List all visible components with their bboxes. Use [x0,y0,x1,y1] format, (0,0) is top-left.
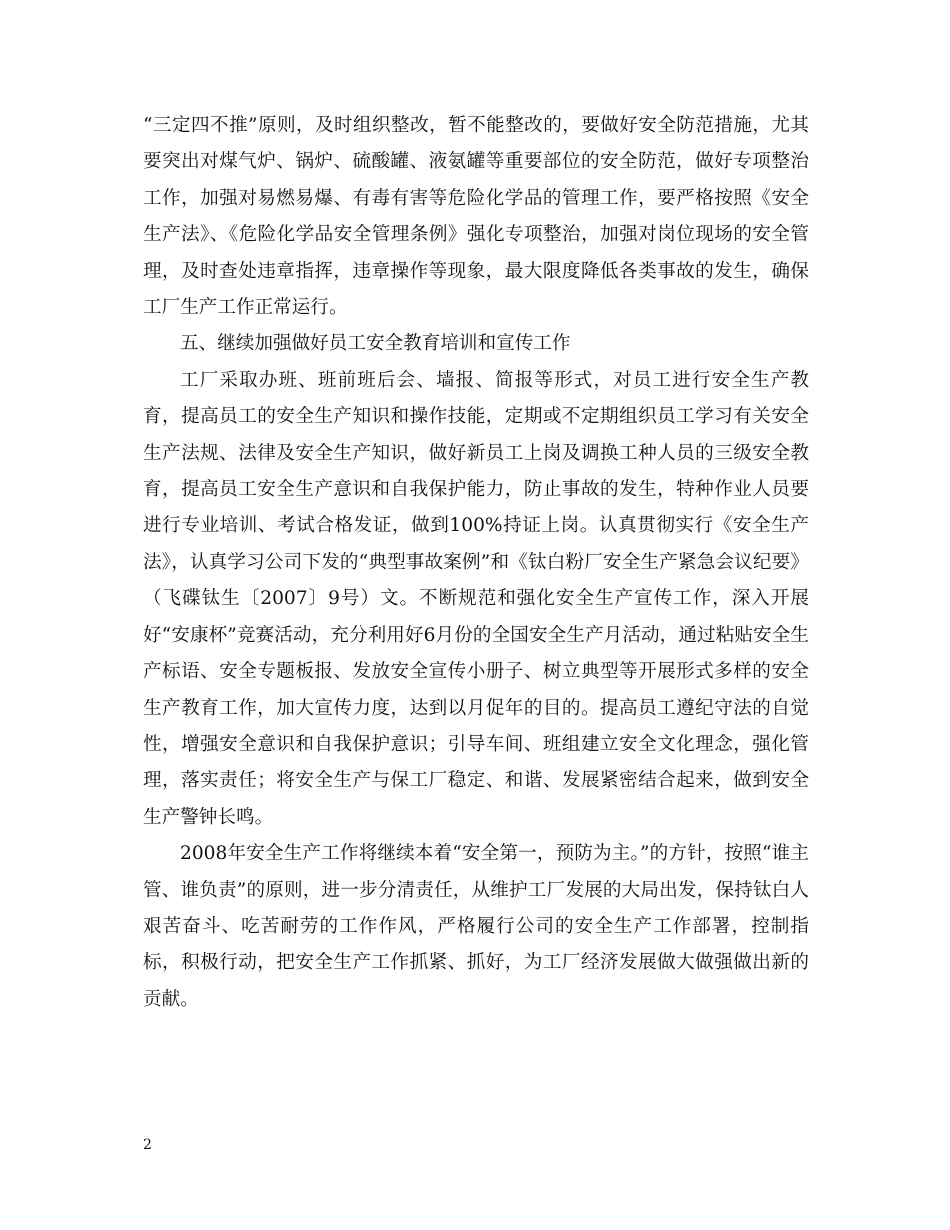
paragraph-safety-training: 工厂采取办班、班前班后会、墙报、简报等形式，对员工进行安全生产教育，提高员工的安全生产知识和操作技能，定期或不定期组织员工学习有关安全生产法规、法律及安全生产知识，做好新员工上岗及调换工种人员的三级安全教育，提高员工安全生产意识和自我保护能力，防止事故的发生，特种作业人员要进行专业培训、考试合格发证，做到100%持证上岗。认真贯彻实行《安全生产法》，认真学习公司下发的“典型事故案例”和《钛白粉厂安全生产紧急会议纪要》（飞碟钛生〔2007〕9号）文。不断规范和强化安全生产宣传工作，深入开展好“安康杯”竞赛活动，充分利用好6月份的全国安全生产月活动，通过粘贴安全生产标语、安全专题板报、发放安全宣传小册子、树立典型等开展形式多样的安全生产教育工作，加大宣传力度，达到以月促年的目的。提高员工遵纪守法的自觉性，增强安全意识和自我保护意识；引导车间、班组建立安全文化理念，强化管理，落实责任；将安全生产与保工厂稳定、和谐、发展紧密结合起来，做到安全生产警钟长鸣。 [143,369,809,828]
page-content [143,108,809,1018]
page-number: 2 [143,1137,152,1153]
paragraph-2008-safety-plan: 2008年安全生产工作将继续本着“安全第一，预防为主。”的方针，按照“谁主管、谁负责”的原则，进一步分清责任，从维护工厂发展的大局出发，保持钛白人艰苦奋斗、吃苦耐劳的工作作风，严格履行公司的安全生产工作部署，控制指标，积极行动，把安全生产工作抓紧、抓好，为工厂经济发展做大做强做出新的贡献。 [143,843,809,1010]
section-heading-five: 五、继续加强做好员工安全教育培训和宣传工作 [180,333,571,355]
paragraph-continued-safety-rectification: “三定四不推”原则，及时组织整改，暂不能整改的，要做好安全防范措施，尤其要突出对煤气炉、锅炉、硫酸罐、液氨罐等重要部位的安全防范，做好专项整治工作，加强对易燃易爆、有毒有害等危险化学品的管理工作，要严格按照《安全生产法》、《危险化学品安全管理条例》强化专项整治，加强对岗位现场的安全管理，及时查处违章指挥，违章操作等现象，最大限度降低各类事故的发生，确保工厂生产工作正常运行。 [143,115,809,319]
